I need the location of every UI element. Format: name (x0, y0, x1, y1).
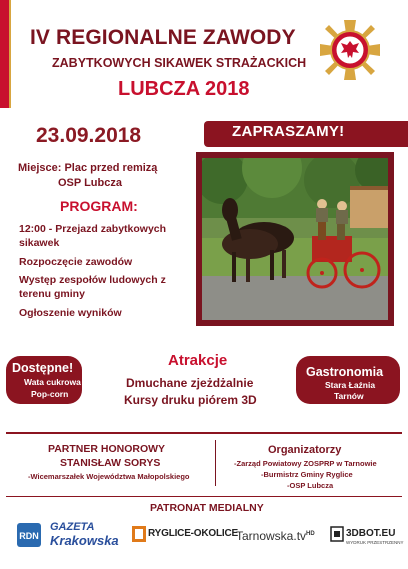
invite-text: ZAPRASZAMY! (232, 123, 345, 140)
title-line-1: IV REGIONALNE ZAWODY (30, 26, 296, 49)
gold-accent-line (9, 0, 11, 108)
place-line-1: Miejsce: Plac przed remizą (18, 162, 158, 174)
red-accent-bar (0, 0, 9, 108)
section-divider (6, 432, 402, 434)
tarnowska-logo-text (236, 529, 315, 543)
program-item-1-time: 12:00 (19, 223, 46, 235)
gastronomy-item-1: Stara Łaźnia (325, 380, 376, 390)
3dbot-logo-subtext: WYDRUK PRZESTRZENNY (346, 540, 404, 545)
organizers-title: Organizatorzy (268, 444, 342, 456)
vertical-separator (215, 440, 216, 486)
event-date: 23.09.2018 (36, 124, 142, 147)
title-line-3: LUBCZA 2018 (118, 78, 250, 100)
gazeta-logo-line2: Krakowska (50, 533, 119, 548)
fire-brigade-emblem-icon (318, 18, 382, 82)
attractions-item-1: Dmuchane zjeżdżalnie (126, 376, 254, 390)
program-label: PROGRAM: (60, 198, 138, 214)
organizer-item-1: -Zarząd Powiatowy ZOSPRP w Tarnowie (234, 459, 377, 468)
program-item-3: Występ zespołów ludowych z terenu gminy (19, 274, 166, 300)
partner-name: STANISŁAW SORYS (60, 457, 161, 469)
attractions-item-2: Kursy druku piórem 3D (124, 393, 257, 407)
media-divider (6, 496, 402, 497)
title-line-2: ZABYTKOWYCH SIKAWEK STRAŻACKICH (52, 56, 307, 70)
3dbot-logo-text: 3DBOT.EU (346, 528, 396, 539)
organizer-item-3: -OSP Lubcza (287, 481, 334, 490)
place-line-2: OSP Lubcza (58, 177, 122, 189)
tarnowska-hd-badge: HD (306, 531, 315, 537)
available-item-2: Pop-corn (31, 389, 69, 399)
program-item-2: Rozpoczęcie zawodów (19, 256, 133, 268)
3dbot-logo-icon (330, 526, 344, 542)
media-title: PATRONAT MEDIALNY (150, 502, 264, 514)
horse-carriage-photo (202, 158, 388, 320)
attractions-title: Atrakcje (168, 352, 228, 369)
available-title: Dostępne! (12, 361, 74, 375)
gastronomy-title: Gastronomia (306, 365, 384, 379)
ryglice-logo-icon (132, 526, 146, 542)
available-item-1: Wata cukrowa (24, 377, 81, 387)
program-item-1 (19, 222, 189, 250)
rdn-logo-text: RDN (19, 531, 39, 541)
partner-title: PARTNER HONOROWY (48, 443, 166, 455)
program-item-1-text: - Przejazd zabytkowych sikawek (19, 223, 167, 249)
program-item-4: Ogłoszenie wyników (19, 307, 122, 319)
partner-role: -Wicemarszałek Województwa Małopolskiego (28, 472, 190, 481)
rdn-logo-icon (16, 522, 42, 548)
tarnowska-logo-name: Tarnowska.tv (236, 529, 307, 543)
gastronomy-item-2: Tarnów (334, 391, 364, 401)
organizer-item-2: -Burmistrz Gminy Ryglice (261, 470, 353, 479)
ryglice-logo-text: RYGLICE-OKOLICE (148, 528, 238, 539)
gazeta-logo-line1: GAZETA (50, 521, 95, 533)
